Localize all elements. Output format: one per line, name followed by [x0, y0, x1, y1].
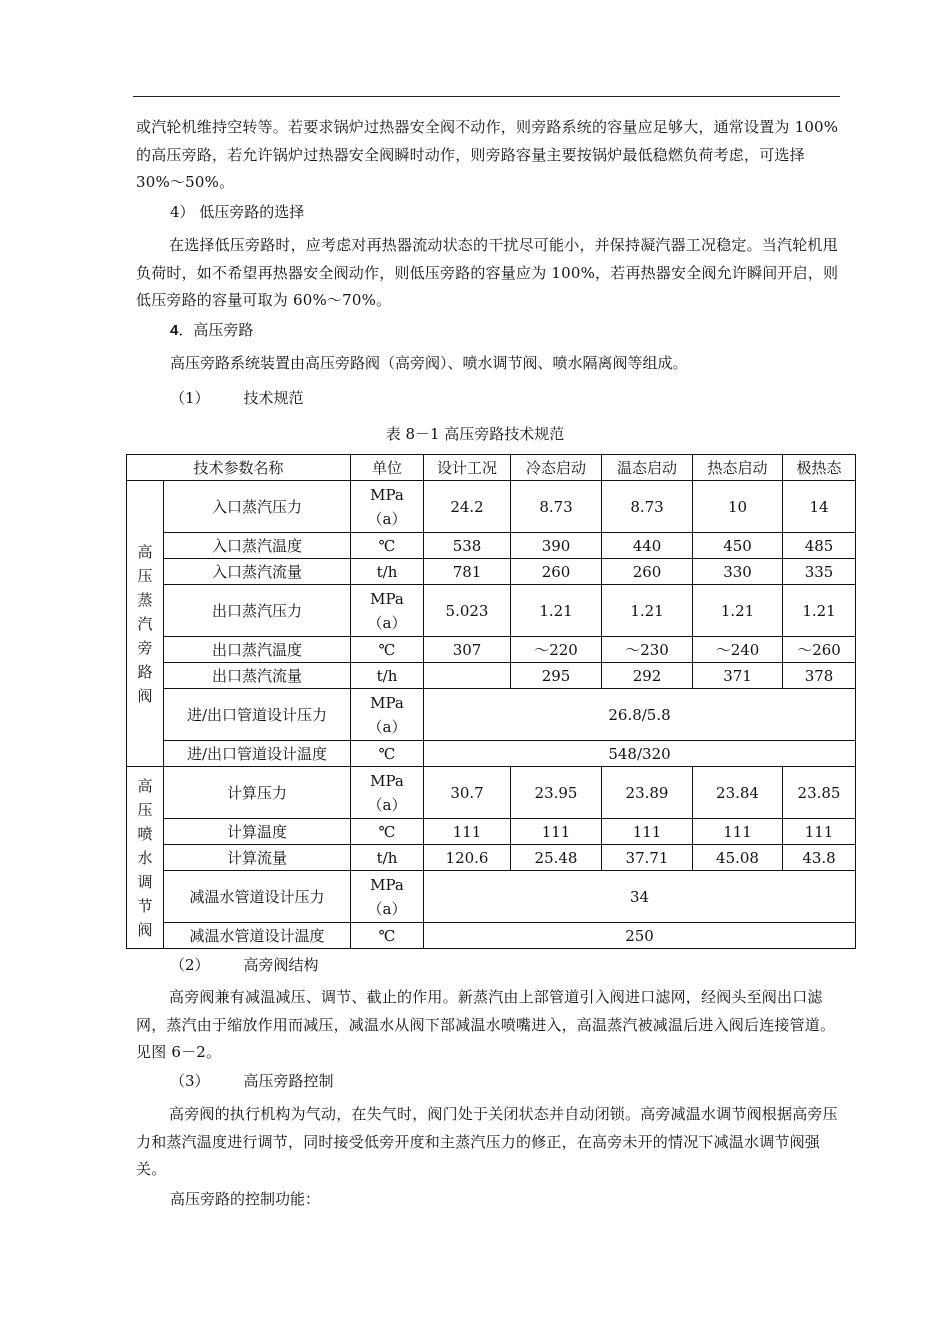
param-name-cell: 计算温度: [164, 819, 351, 845]
group-label-char: 水: [137, 848, 153, 867]
value-cell: 25.48: [511, 845, 602, 871]
unit-mpa: MPa: [370, 485, 404, 504]
paragraph-safety-valve: 或汽轮机维持空转等。若要求锅炉过热器安全阀不动作，则旁路系统的容量应足够大，通常设置为 100%的高压旁路，若允许锅炉过热器安全阀瞬时动作，则旁路容量主要按锅炉最低稳燃负荷考虑，可选择 30%～50%。: [136, 118, 839, 191]
unit-cell: [351, 871, 424, 923]
paragraph-bypass-control: 高旁阀的执行机构为气动，在失气时，阀门处于关闭状态并自动闭锁。高旁减温水调节阀根据高旁压力和蒸汽温度进行调节，同时接受低旁开度和主蒸汽压力的修正，在高旁未开的情况下减温水调节阀强关。: [136, 1105, 838, 1178]
value-cell: 378: [783, 663, 856, 689]
subheading-text: 高压旁路控制: [243, 1072, 334, 1090]
unit-absolute: （a）: [367, 795, 407, 814]
header-rule: [133, 96, 840, 97]
value-cell: 43.8: [783, 845, 856, 871]
param-name-cell: 出口蒸汽流量: [164, 663, 351, 689]
group-label-char: 汽: [137, 614, 153, 633]
value-cell: 111: [511, 819, 602, 845]
value-cell: 1.21: [602, 585, 693, 637]
group-label-char: 阀: [137, 920, 153, 939]
value-cell: 111: [424, 819, 511, 845]
subheading-number: （3）: [170, 1072, 210, 1090]
merged-value-cell: 26.8/5.8: [424, 689, 856, 741]
subheading-valve-structure: [170, 955, 319, 975]
param-name-cell: 计算压力: [164, 767, 351, 819]
unit-cell: ℃: [351, 923, 424, 949]
unit-mpa: MPa: [370, 693, 404, 712]
value-cell: 260: [602, 559, 693, 585]
value-cell: ～240: [693, 637, 783, 663]
unit-cell: [351, 767, 424, 819]
unit-cell: ℃: [351, 533, 424, 559]
merged-value-cell: 34: [424, 871, 856, 923]
value-cell: 538: [424, 533, 511, 559]
value-cell: 450: [693, 533, 783, 559]
value-cell: 440: [602, 533, 693, 559]
heading-text: ．高压旁路: [178, 321, 254, 339]
unit-mpa: MPa: [370, 771, 404, 790]
value-cell: 390: [511, 533, 602, 559]
group-label-char: 高: [137, 542, 153, 561]
header-unit: 单位: [351, 455, 424, 481]
group-label-char: 喷: [137, 824, 153, 843]
unit-cell: t/h: [351, 845, 424, 871]
unit-cell: ℃: [351, 637, 424, 663]
header-very-hot: 极热态: [783, 455, 856, 481]
param-name-cell: 进/出口管道设计压力: [164, 689, 351, 741]
subheading-text: 技术规范: [243, 389, 304, 407]
subheading-number: （1）: [170, 389, 210, 407]
unit-absolute: （a）: [367, 899, 407, 918]
value-cell: [424, 663, 511, 689]
table-row: [127, 871, 856, 923]
value-cell: 335: [783, 559, 856, 585]
group-label-spray-valve: [127, 767, 164, 949]
value-cell: ～260: [783, 637, 856, 663]
param-name-cell: 减温水管道设计温度: [164, 923, 351, 949]
value-cell: 8.73: [602, 481, 693, 533]
table-row: [127, 663, 856, 689]
table-caption: 表 8－1 高压旁路技术规范: [385, 425, 565, 443]
value-cell: 23.89: [602, 767, 693, 819]
table-row: [127, 923, 856, 949]
table-header-row: [127, 455, 856, 481]
value-cell: 1.21: [693, 585, 783, 637]
paragraph-valve-structure: 高旁阀兼有减温减压、调节、截止的作用。新蒸汽由上部管道引入阀进口滤网，经阀头至阀出口滤网，蒸汽由于缩放作用而减压，减温水从阀下部减温水喷嘴进入，高温蒸汽被减温后进入阀后连接管道。见图 6－2。: [136, 988, 836, 1061]
group-label-bypass-valve: [127, 481, 164, 767]
value-cell: 1.21: [783, 585, 856, 637]
value-cell: 330: [693, 559, 783, 585]
param-name-cell: 入口蒸汽流量: [164, 559, 351, 585]
unit-mpa: MPa: [370, 589, 404, 608]
unit-cell: ℃: [351, 741, 424, 767]
header-cold-start: 冷态启动: [511, 455, 602, 481]
param-name-cell: 出口蒸汽压力: [164, 585, 351, 637]
table-row: [127, 637, 856, 663]
subheading-text: 高旁阀结构: [243, 956, 319, 974]
table-row: [127, 845, 856, 871]
group-label-char: 压: [137, 800, 153, 819]
param-name-cell: 入口蒸汽温度: [164, 533, 351, 559]
value-cell: ～220: [511, 637, 602, 663]
subheading-tech-spec: [170, 388, 304, 408]
paragraph-low-bypass: 在选择低压旁路时，应考虑对再热器流动状态的干扰尽可能小，并保持凝汽器工况稳定。当汽轮机甩负荷时，如不希望再热器安全阀动作，则低压旁路的容量应为 100%，若再热器安全阀允许瞬间开启，则低压旁路的容量可取为 60%～70%。: [136, 236, 839, 309]
value-cell: 23.84: [693, 767, 783, 819]
value-cell: 120.6: [424, 845, 511, 871]
table-row: [127, 819, 856, 845]
unit-absolute: （a）: [367, 509, 407, 528]
table-row: [127, 559, 856, 585]
merged-value-cell: 250: [424, 923, 856, 949]
heading-low-bypass: 4） 低压旁路的选择: [170, 203, 305, 221]
value-cell: 111: [693, 819, 783, 845]
value-cell: 781: [424, 559, 511, 585]
group-label-char: 高: [137, 776, 153, 795]
param-name-cell: 入口蒸汽压力: [164, 481, 351, 533]
group-label-char: 路: [137, 662, 153, 681]
group-label-char: 阀: [137, 686, 153, 705]
param-name-cell: 出口蒸汽温度: [164, 637, 351, 663]
value-cell: 295: [511, 663, 602, 689]
heading-high-bypass: [170, 320, 253, 341]
unit-cell: [351, 481, 424, 533]
paragraph-high-bypass-intro: 高压旁路系统装置由高压旁路阀（高旁阀）、喷水调节阀、喷水隔离阀等组成。: [170, 354, 688, 372]
value-cell: 24.2: [424, 481, 511, 533]
value-cell: 260: [511, 559, 602, 585]
merged-value-cell: 548/320: [424, 741, 856, 767]
value-cell: 45.08: [693, 845, 783, 871]
unit-cell: [351, 689, 424, 741]
value-cell: ～230: [602, 637, 693, 663]
header-design: 设计工况: [424, 455, 511, 481]
unit-mpa: MPa: [370, 875, 404, 894]
table-row: [127, 767, 856, 819]
param-name-cell: 进/出口管道设计温度: [164, 741, 351, 767]
table-row: [127, 741, 856, 767]
unit-absolute: （a）: [367, 717, 407, 736]
unit-absolute: （a）: [367, 613, 407, 632]
table-row: [127, 533, 856, 559]
value-cell: 292: [602, 663, 693, 689]
paragraph-control-functions: 高压旁路的控制功能：: [170, 1190, 321, 1208]
value-cell: 14: [783, 481, 856, 533]
group-label-char: 蒸: [137, 590, 153, 609]
value-cell: 1.21: [511, 585, 602, 637]
unit-cell: t/h: [351, 663, 424, 689]
group-label-char: 压: [137, 566, 153, 585]
value-cell: 307: [424, 637, 511, 663]
unit-cell: [351, 585, 424, 637]
value-cell: 111: [783, 819, 856, 845]
spec-table: [126, 454, 856, 949]
header-warm-start: 温态启动: [602, 455, 693, 481]
value-cell: 30.7: [424, 767, 511, 819]
value-cell: 23.95: [511, 767, 602, 819]
heading-number: 4: [170, 322, 179, 339]
value-cell: 111: [602, 819, 693, 845]
unit-cell: t/h: [351, 559, 424, 585]
table-row: [127, 481, 856, 533]
value-cell: 10: [693, 481, 783, 533]
param-name-cell: 减温水管道设计压力: [164, 871, 351, 923]
group-label-char: 调: [137, 872, 153, 891]
subheading-bypass-control: [170, 1071, 334, 1091]
table-row: [127, 689, 856, 741]
value-cell: 37.71: [602, 845, 693, 871]
value-cell: 485: [783, 533, 856, 559]
value-cell: 8.73: [511, 481, 602, 533]
group-label-char: 旁: [137, 638, 153, 657]
value-cell: 371: [693, 663, 783, 689]
param-name-cell: 计算流量: [164, 845, 351, 871]
unit-cell: ℃: [351, 819, 424, 845]
header-hot-start: 热态启动: [693, 455, 783, 481]
subheading-number: （2）: [170, 956, 210, 974]
header-param-name: 技术参数名称: [127, 455, 351, 481]
value-cell: 23.85: [783, 767, 856, 819]
table-row: [127, 585, 856, 637]
value-cell: 5.023: [424, 585, 511, 637]
group-label-char: 节: [137, 896, 153, 915]
